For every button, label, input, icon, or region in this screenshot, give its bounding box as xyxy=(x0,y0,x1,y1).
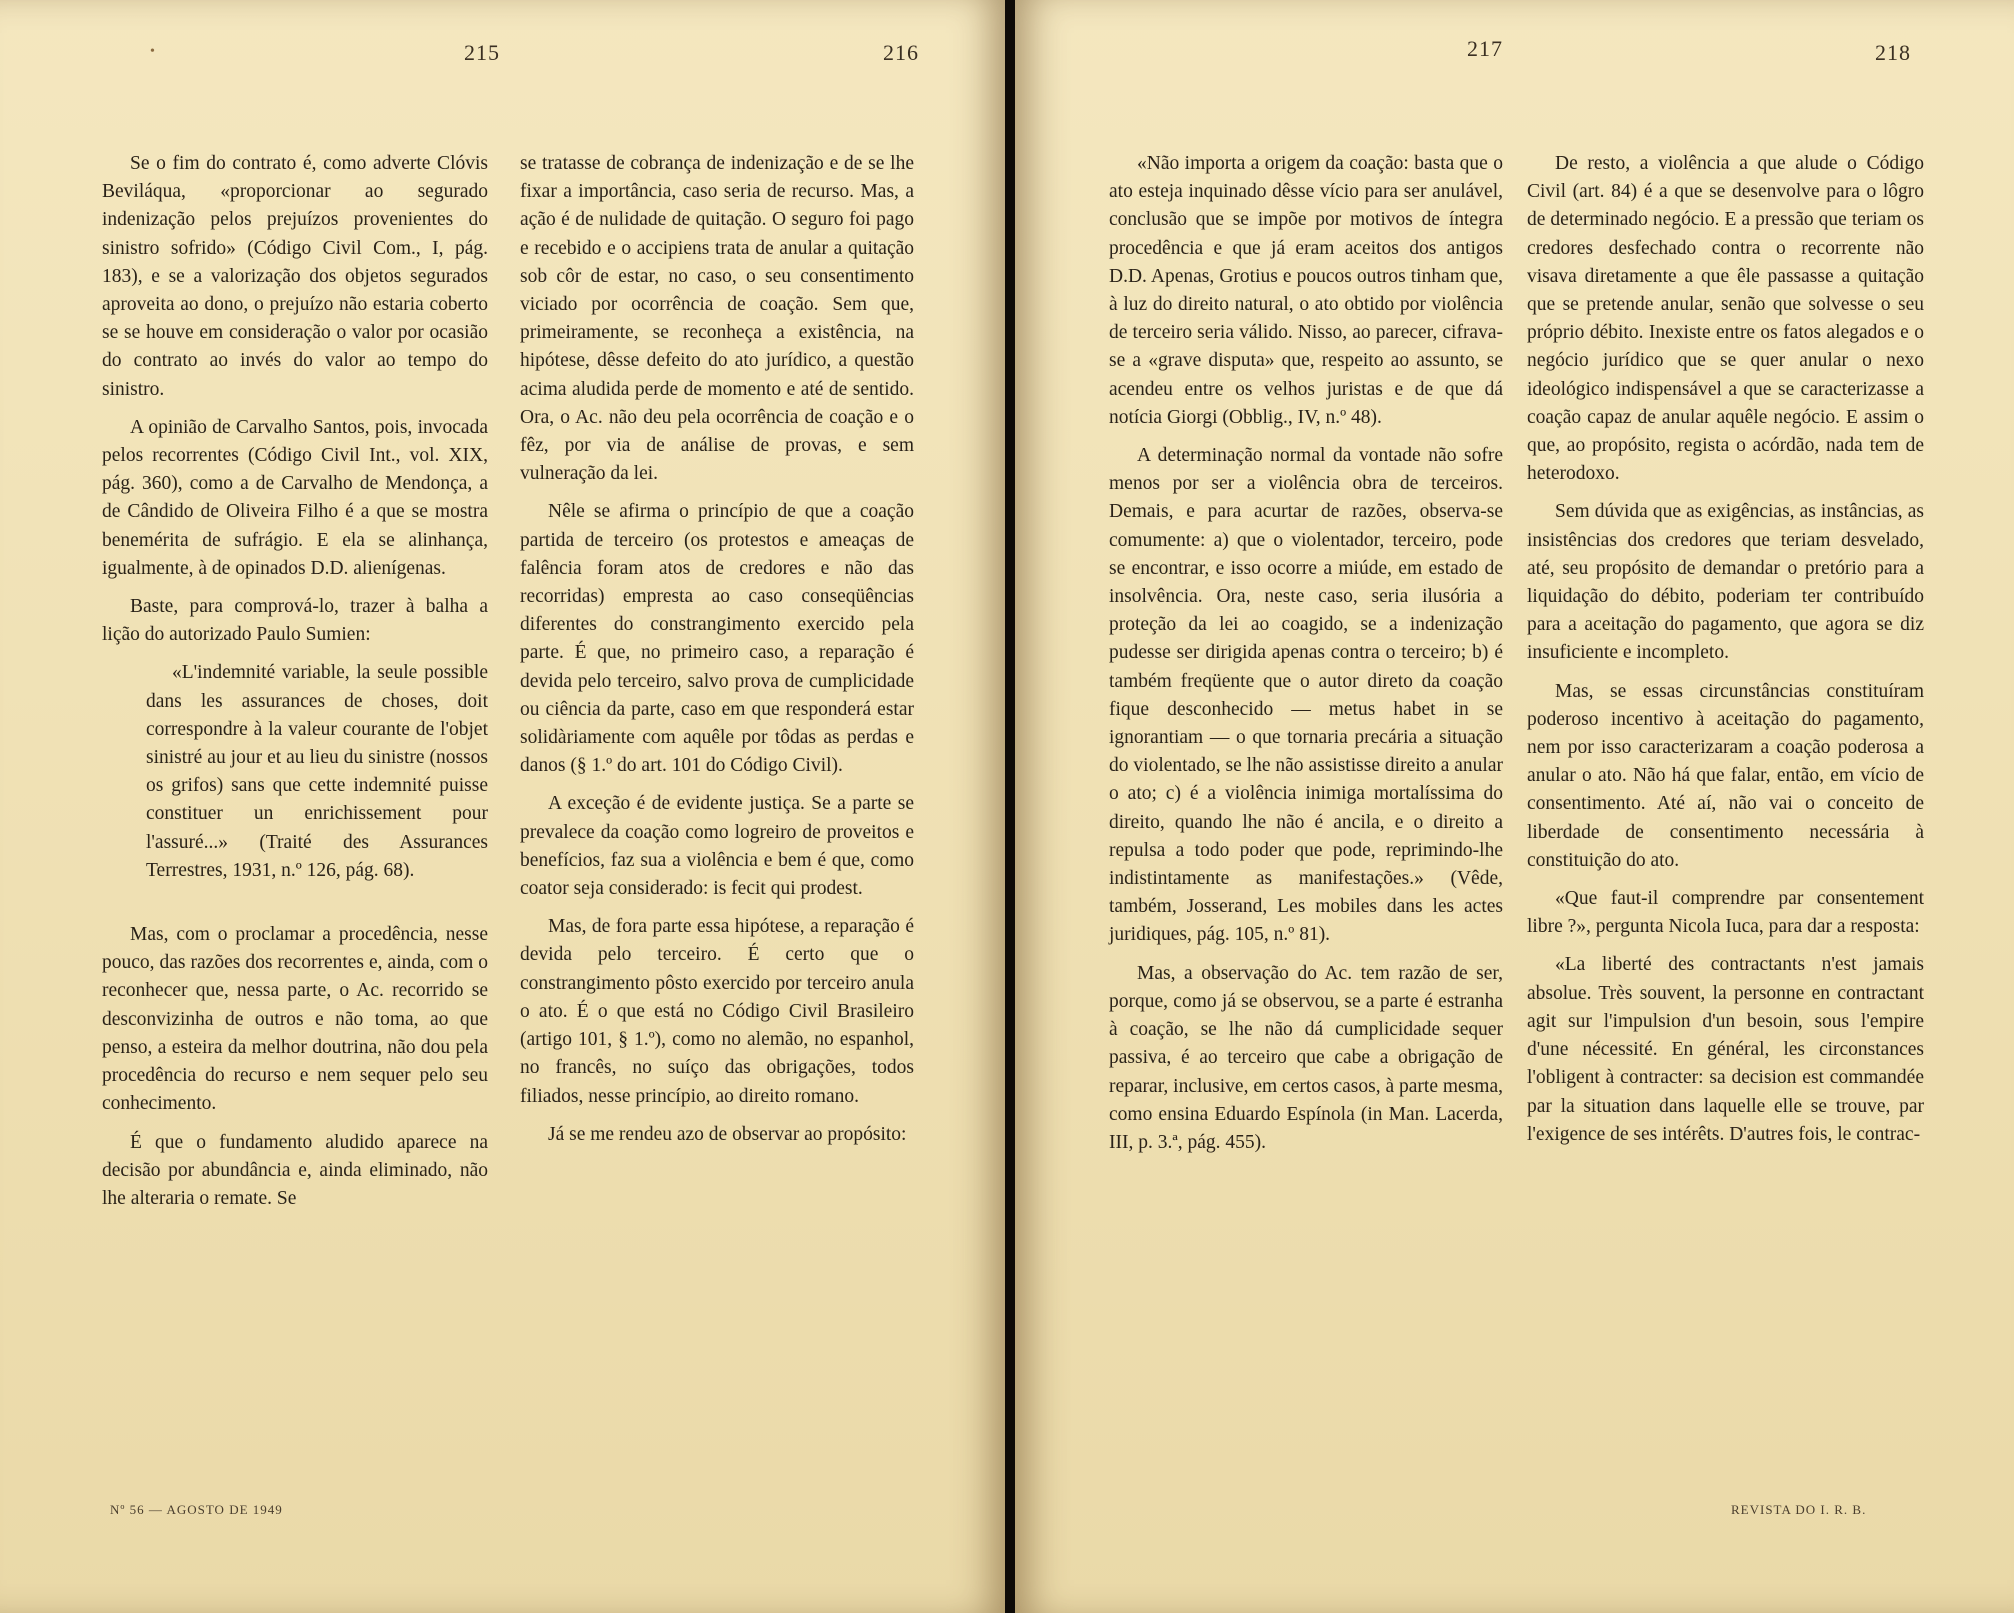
paragraph: Nêle se afirma o princípio de que a coação partida de terceiro (os protestos e ameaças de falência foram atos de credores e não das recorridas) empresta ao caso conseqüências diferentes do constrangimento exercido pela parte. É que, no primeiro caso, a reparação é devida pelo terceiro, salvo prova de cumplicidade ou ciência da parte, caso em que responderá estar solidàriamente com aquêle por tôdas as perdas e danos (§ 1.º do art. 101 do Código Civil). xyxy=(520,501,914,777)
paragraph: «Que faut-il comprendre par consentement libre ?», pergunta Nicola Iuca, para dar a resposta: xyxy=(1527,888,1924,938)
right-page xyxy=(1015,0,2014,1613)
ink-spot: • xyxy=(150,44,155,59)
quote-paragraph: «L'indemnité variable, la seule possible dans les assurances de choses, doit correspondre à la valeur courante de l'objet sinistré au jour et au lieu du sinistre (nossos os grifos) sans que cette indemnité puisse constituer un enrichissement pour l'assuré...» (Traité des Assurances Terrestres, 1931, n.º 126, pág. 68). xyxy=(146,662,488,881)
paragraph: «Não importa a origem da coação: basta que o ato esteja inquinado dêsse vício para ser anulável, conclusão que se impõe por motivos de íntegra procedência e que já eram aceitos dos antigos D.D. Apenas, Grotius e poucos outros tinham que, à luz do direito natural, o ato obtido por violência de terceiro seria válido. Nisso, ao parecer, cifrava-se a «grave disputa» que, respeito ao assunto, se acendeu entre os velhos juristas e de que dá notícia Giorgi (Obblig., IV, n.º 48). xyxy=(1109,153,1503,428)
paragraph: A determinação normal da vontade não sofre menos por ser a violência obra de terceiros. Demais, e para acurtar de razões, observa-se comumente: a) que o violentador, terceiro, pode se encontrar, e isso ocorre a miúde, em estado de insolvência. Ora, neste caso, seria ilusória a proteção da lei ao coagido, se a indenização pudesse ser dirigida apenas contra o terceiro; b) é também freqüente que o autor direto da coação fique desconhecido — metus habet in se ignorantiam — o que tornaria precária a situação do violentado, se lhe não assistisse direito a anular o ato; c) é a violência inimiga mortalíssima do direito, quando lhe não é ancila, e o direito a repulsa a todo poder que pode, reprimindo-lhe indistintamente as manifestações.» (Vêde, também, Josserand, Les mobiles dans les actes juridiques, pág. 105, n.º 81). xyxy=(1109,445,1503,946)
paragraph: Mas, com o proclamar a procedência, nesse pouco, das razões dos recorrentes e, ainda, com o reconhecer que, nessa parte, o Ac. recorrido se desconvizinha de outros e não toma, ao que penso, a esteira da melhor doutrina, não dou pela procedência do recurso e nem sequer pelo seu conhecimento. xyxy=(102,924,488,1115)
column-page-215 xyxy=(102,150,488,1223)
paragraph: Se o fim do contrato é, como adverte Clóvis Beviláqua, «proporcionar ao segurado indenização pelos prejuízos provenientes do sinistro sofrido» (Código Civil Com., I, pág. 183), e se a valorização dos objetos segurados aproveita ao dono, o prejuízo não estaria coberto se se houve em consideração o valor por ocasião do contrato ao invés do valor ao tempo do sinistro. xyxy=(102,153,488,400)
paragraph: Mas, se essas circunstâncias constituíram poderoso incentivo à aceitação do pagamento, nem por isso caracterizaram a coação poderosa a anular o ato. Não há que falar, então, em vício de consentimento. Até aí, não vai o conceito de liberdade de consentimento necessária à constituição do ato. xyxy=(1527,680,1924,871)
footer-issue: Nº 56 — AGOSTO DE 1949 xyxy=(110,1502,283,1517)
paragraph: A opinião de Carvalho Santos, pois, invocada pelos recorrentes (Código Civil Int., vol. XIX, pág. 360), como a de Carvalho de Mendonça, a de Cândido de Oliveira Filho é a que se mostra benemérita de sufrágio. E ela se alinhança, igualmente, à de opinados D.D. alienígenas. xyxy=(102,416,488,579)
page-number-216: 216 xyxy=(883,40,919,65)
column-page-218 xyxy=(1527,150,1924,1159)
paragraph: A exceção é de evidente justiça. Se a parte se prevalece da coação como logreiro de proveitos e benefícios, faz sua a violência e bem é que, como coator seja considerado: is fecit qui prodest. xyxy=(520,793,914,900)
column-page-217 xyxy=(1109,150,1503,1167)
paragraph: Baste, para comprová-lo, trazer à balha a lição do autorizado Paulo Sumien: xyxy=(102,596,488,646)
column-page-216 xyxy=(520,150,914,1159)
left-page xyxy=(0,0,1005,1613)
paragraph: É que o fundamento aludido aparece na decisão por abundância e, ainda eliminado, não lhe alteraria o remate. Se xyxy=(102,1131,488,1209)
page-number-218: 218 xyxy=(1875,40,1911,65)
paragraph: Sem dúvida que as exigências, as instâncias, as insistências dos credores que teriam desvelado, até, seu propósito de demandar o pretório para a liquidação do débito, poderiam ter contribuído para a aceitação do pagamento, que agora se diz insuficiente e incompleto. xyxy=(1527,501,1924,664)
paragraph: Mas, a observação do Ac. tem razão de ser, porque, como já se observou, se a parte é estranha à coação, se lhe não dá cumplicidade sequer passiva, é ao terceiro que cabe a obrigação de reparar, inclusive, em certos casos, à parte mesma, como ensina Eduardo Espínola (in Man. Lacerda, III, p. 3.ª, pág. 455). xyxy=(1109,962,1503,1153)
paragraph: Mas, de fora parte essa hipótese, a reparação é devida pelo terceiro. É certo que o constrangimento pôsto exercido por terceiro anula o ato. É o que está no Código Civil Brasileiro (artigo 101, § 1.º), como no alemão, no espanhol, no francês, no suíço das obrigações, todos filiados, nesse princípio, ao direito romano. xyxy=(520,916,914,1107)
paragraph: Já se me rendeu azo de observar ao propósito: xyxy=(548,1123,907,1145)
footer-journal: REVISTA DO I. R. B. xyxy=(1731,1502,1867,1517)
paragraph: «La liberté des contractants n'est jamais absolue. Très souvent, la personne en contractant agit sur l'impulsion d'un besoin, sous l'empire d'une nécessité. En général, les circonstances l'obligent à contracter: sa decision est commandée par la situation dans laquelle elle se trouve, par l'exigence de ses intérêts. D'autres fois, le contrac- xyxy=(1527,954,1924,1145)
page-number-217: 217 xyxy=(1467,36,1503,61)
paragraph: se tratasse de cobrança de indenização e de se lhe fixar a importância, caso seria de recurso. Mas, a ação é de nulidade de quitação. O seguro foi pago e recebido e o accipiens trata de anular a quitação sob côr de estar, no caso, o seu consentimento viciado por ocorrência de coação. Sem que, primeiramente, se reconheça a existência, na hipótese, dêsse defeito do ato jurídico, a questão acima aludida perde de momento e até de sentido. Ora, o Ac. não deu pela ocorrência de coação e o fêz, por via de análise de provas, e sem vulneração da lei. xyxy=(520,153,914,485)
book-spine xyxy=(1005,0,1015,1613)
page-number-215: 215 xyxy=(464,40,500,65)
paragraph: De resto, a violência a que alude o Código Civil (art. 84) é a que se desenvolve para o lôgro de determinado negócio. E a pressão que teriam os credores desfechado contra o recorrente não visava diretamente a que êle passasse a quitação que se pretende anular, senão que solvesse o seu próprio débito. Inexiste entre os fatos alegados e o negócio jurídico que se quer anular o nexo ideológico indispensável a que se caracterizasse a coação capaz de anular aquêle negócio. E assim o que, ao propósito, regista o acórdão, nada tem de heterodoxo. xyxy=(1527,153,1924,485)
